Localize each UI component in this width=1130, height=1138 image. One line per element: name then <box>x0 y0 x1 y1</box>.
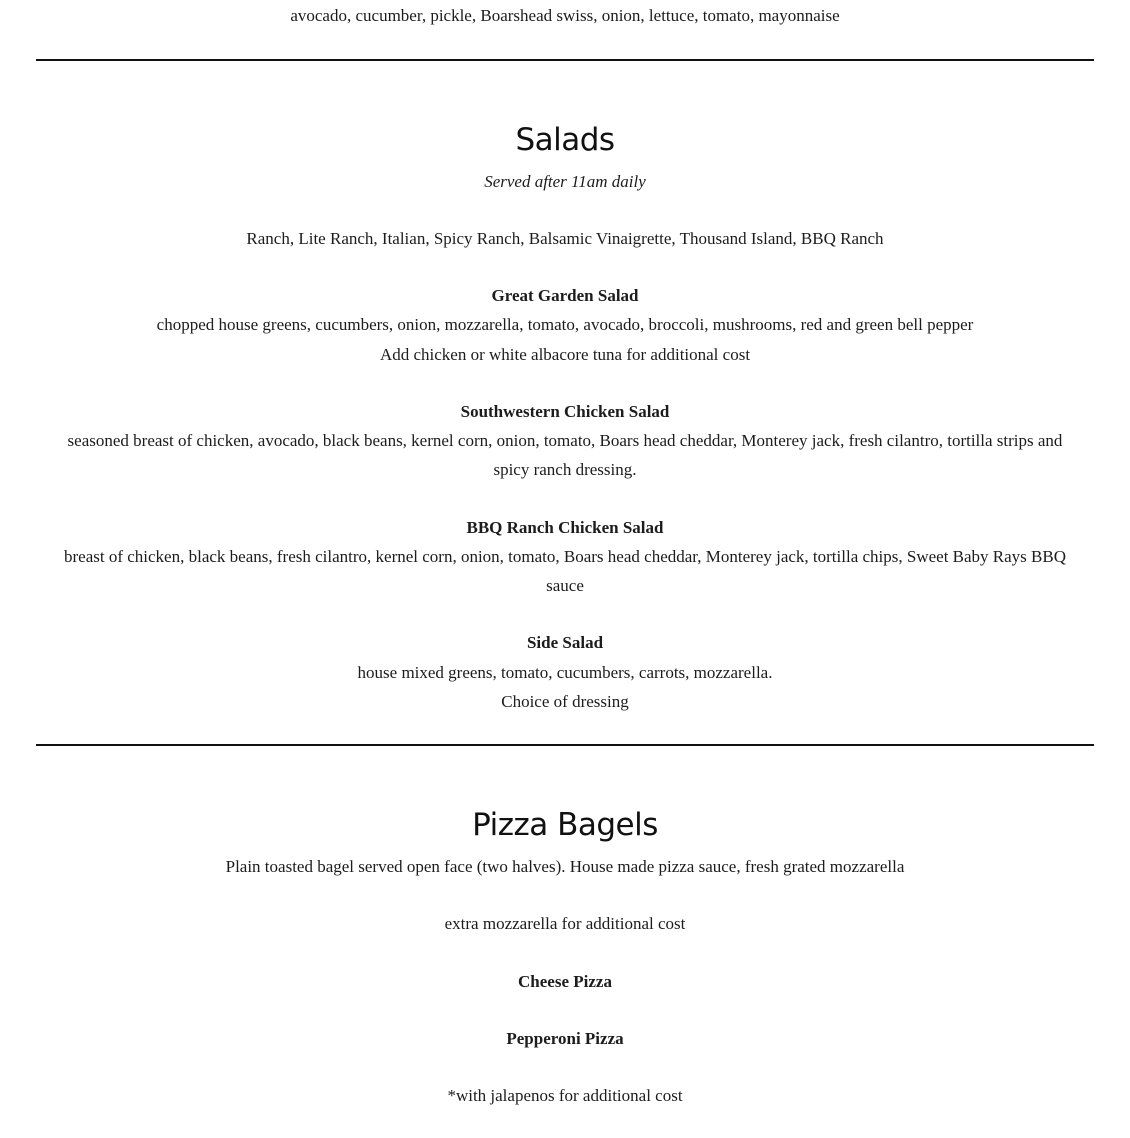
salad-item-note: Choice of dressing <box>501 692 629 711</box>
pizza-bagels-note: *with jalapenos for additional cost <box>447 1086 683 1105</box>
salad-item-name: Southwestern Chicken Salad <box>460 402 670 421</box>
sandwich-ingredients: avocado, cucumber, pickle, Boarshead swiss, onion, lettuce, tomato, mayonnaise <box>290 6 840 25</box>
pizza-item-name: Cheese Pizza <box>518 972 612 991</box>
pizza-item-name: Pepperoni Pizza <box>506 1029 624 1048</box>
salads-subtitle: Served after 11am daily <box>484 172 646 191</box>
salads-heading: Salads <box>515 122 615 158</box>
section-divider <box>36 59 1094 61</box>
salad-item-name: BBQ Ranch Chicken Salad <box>466 518 664 537</box>
salad-item-desc: seasoned breast of chicken, avocado, black beans, kernel corn, onion, tomato, Boars head cheddar, Monterey jack, fresh cilantro, tortilla strips and spicy ranch dressing. <box>67 431 1063 479</box>
salad-item-desc: house mixed greens, tomato, cucumbers, carrots, mozzarella. <box>357 663 773 682</box>
salad-item-note: Add chicken or white albacore tuna for additional cost <box>379 345 751 364</box>
salad-item-desc: chopped house greens, cucumbers, onion, mozzarella, tomato, avocado, broccoli, mushrooms, red and green bell pepper <box>156 315 974 334</box>
salad-item-name: Side Salad <box>526 633 604 652</box>
salad-item-name: Great Garden Salad <box>491 286 639 305</box>
pizza-bagels-extra: extra mozzarella for additional cost <box>444 914 686 933</box>
pizza-bagels-description: Plain toasted bagel served open face (two halves). House made pizza sauce, fresh grated mozzarella <box>225 857 905 876</box>
pizza-bagels-heading: Pizza Bagels <box>472 807 658 843</box>
salad-dressings: Ranch, Lite Ranch, Italian, Spicy Ranch, Balsamic Vinaigrette, Thousand Island, BBQ Ranch <box>246 229 884 248</box>
section-divider <box>36 744 1094 746</box>
salad-item-desc: breast of chicken, black beans, fresh cilantro, kernel corn, onion, tomato, Boars head cheddar, Monterey jack, tortilla chips, Sweet Baby Rays BBQ sauce <box>63 547 1067 595</box>
